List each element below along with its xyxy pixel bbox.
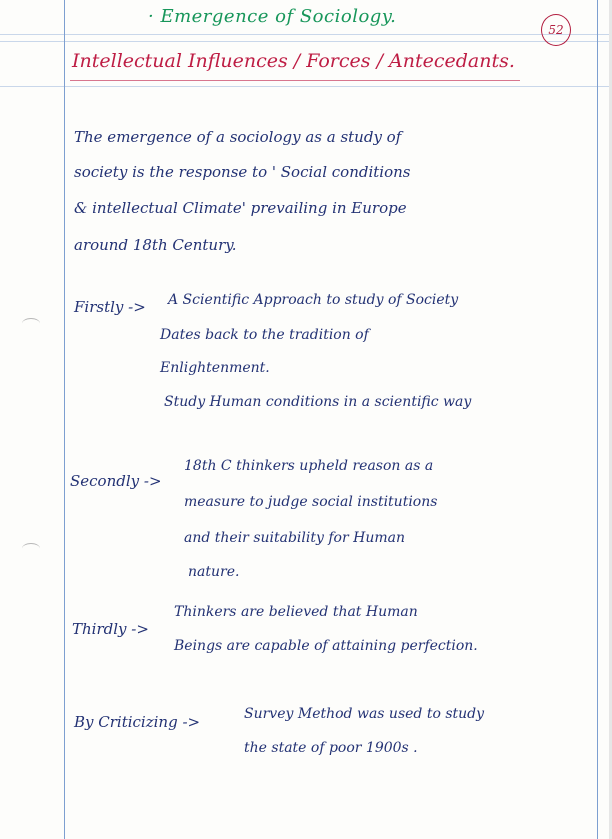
point-line: Thinkers are believed that Human [174,604,418,620]
left-margin-line [64,0,65,839]
point-line: Survey Method was used to study [244,706,485,722]
point-line: 18th C thinkers upheld reason as a [184,458,434,474]
intro-line: & intellectual Climate' prevailing in Europe [74,199,407,217]
ruled-line [0,34,612,35]
point-line: the state of poor 1900s . [244,740,418,756]
intro-line: The emergence of a sociology as a study of [74,128,402,146]
point-line: measure to judge social institutions [184,494,438,510]
point-line: Study Human conditions in a scientific way [164,394,472,410]
page-title: · Emergence of Sociology. [148,6,397,27]
point-label-firstly: Firstly -> [74,298,146,316]
punch-hole-mark [22,543,40,554]
point-line: Beings are capable of attaining perfection. [174,638,478,654]
point-line: Dates back to the tradition of [160,327,369,343]
right-margin-line [597,0,598,839]
point-label-thirdly: Thirdly -> [72,620,149,638]
page-number: 52 [541,14,571,46]
point-line: and their suitability for Human [184,530,405,546]
intro-line: society is the response to ' Social conditions [74,163,411,181]
point-label-secondly: Secondly -> [70,472,162,490]
section-heading: Intellectual Influences / Forces / Antecedants. [72,50,515,72]
heading-underline [70,80,520,81]
intro-line: around 18th Century. [74,236,237,254]
point-label-by-criticizing: By Criticizing -> [74,713,201,731]
punch-hole-mark [22,318,40,329]
point-line: nature. [188,564,240,580]
ruled-line [0,41,612,42]
ruled-line [0,86,612,87]
point-line: A Scientific Approach to study of Society [168,292,459,308]
point-line: Enlightenment. [160,360,270,376]
